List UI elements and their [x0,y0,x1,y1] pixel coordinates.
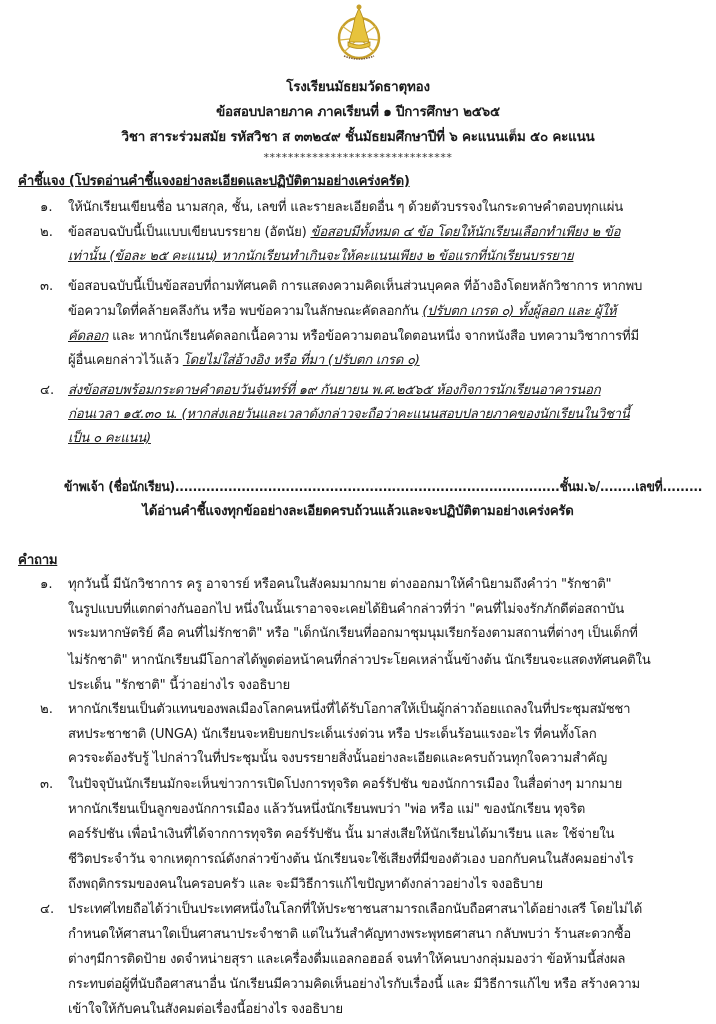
instruction-emphasis: โดยไม่ใส่อ้างอิง หรือ ที่มา (ปรับตก เกรด ๐) [182,353,420,368]
question-1-line-3: พระมหากษัตริย์ คือ คนที่ไม่รักชาติ" หรือ "เด็กนักเรียนที่ออกมาชุมนุมเรียกร้องตามสถานที่ต่างๆ เป็นเด็กที่ [68,626,638,641]
instruction-text: ข้อสอบฉบับนี้เป็นข้อสอบที่ถามทัศนคติ การแสดงความคิดเห็นส่วนบุคคล ที่อ้างอิงโดยหลักวิชาการ หากพบ [68,279,643,294]
question-3-line-2: หากนักเรียนเป็นลูกของนักการเมือง แล้ววันหนึ่งนักเรียนพบว่า "พ่อ หรือ แม่" ของนักเรียน ทุจริต [68,802,586,817]
question-3-line-1: ในปัจจุบันนักเรียนมักจะเห็นข่าวการเปิดโปงการทุจริต คอร์รัปชัน ของนักการเมือง ในสื่อต่างๆ มากมาย [68,777,623,792]
question-1-line-1: ทุกวันนี้ มีนักวิชาการ ครู อาจารย์ หรือคนในสังคมมากมาย ต่างออกมาให้คำนิยามถึงคำว่า "รักชาติ" [68,577,612,592]
instruction-number: ๔. [40,383,55,398]
instruction-emphasis: คัดลอก [68,329,109,344]
school-emblem-icon [334,2,384,64]
questions-heading: คำถาม [18,553,58,568]
question-3-line-3: คอร์รัปชัน เพื่อนำเงินที่ได้จากการทุจริต คอร์รัปชัน นั้น มาส่งเสียให้นักเรียนได้มาเรียน และ ใช้จ่ายใน [68,827,615,842]
question-number: ๑. [40,577,53,592]
instruction-text: ข้อความใดที่คล้ายคลึงกัน หรือ พบข้อความในลักษณะคัดลอกกัน [68,304,423,319]
instruction-4-line-3 [68,429,151,449]
instruction-text: ให้นักเรียนเขียนชื่อ นามสกุล, ชั้น, เลขที่ และรายละเอียดอื่น ๆ ด้วยตัวบรรจงในกระดาษคำตอบทุกแผ่น [68,200,624,215]
question-4-line-5: เข้าใจให้กับคนในสังคมต่อเรื่องนี้อย่างไร จงอธิบาย [68,1002,343,1017]
question-number: ๔. [40,902,55,917]
question-1-line-2: ในรูปแบบที่แตกต่างกันออกไป หนึ่งในนั้นเราอาจจะเคยได้ยินคำกล่าวที่ว่า "คนที่ไม่จงรักภักดีต่อสถาบัน [68,602,625,617]
instruction-3-line-2 [68,302,616,322]
question-3-line-4: ชีวิตประจำวัน จากเหตุการณ์ดังกล่าวข้างต้น นักเรียนจะใช้เสียงที่มีของตัวเอง บอกกับคนในสังคมอย่างไร [68,852,634,867]
exam-title: ข้อสอบปลายภาค ภาคเรียนที่ ๑ ปีการศึกษา ๒๕๖๕ [216,105,500,120]
question-2-line-3: ควรจะต้องรับรู้ ไปกล่าวในที่ประชุมนั้น จงบรรยายสิ่งนั้นอย่างละเอียดและครบถ้วนทุกใจความสำคัญ [68,751,607,766]
instruction-emphasis: ข้อสอบมีทั้งหมด ๔ ข้อ โดยให้นักเรียนเลือกทำเพียง ๒ ข้อ [310,225,621,240]
question-2-line-1: หากนักเรียนเป็นตัวแทนของพลเมืองโลกคนหนึ่งที่ได้รับโอกาสให้เป็นผู้กล่าวถ้อยแถลงในที่ประชุมสมัชชา [68,702,631,717]
instruction-2-line-2 [68,247,573,267]
separator: ******************************* [263,151,453,164]
instruction-emphasis: ก่อนเวลา ๑๕.๓๐ น. (หากส่งเลยวันและเวลาดังกล่าวจะถือว่าคะแนนสอบปลายภาคของนักเรียนในวิชานี้ [68,407,630,422]
instruction-3-line-4 [68,351,420,371]
instruction-3-line-3 [68,327,639,347]
agreement-line: ได้อ่านคำชี้แจงทุกข้ออย่างละเอียดครบถ้วนแล้วและจะปฏิบัติตามอย่างเคร่งครัด [142,504,574,519]
question-1-line-5: ประเด็น "รักชาติ" นี้ว่าอย่างไร จงอธิบาย [68,678,290,693]
instruction-4-line-1 [68,381,600,401]
instruction-emphasis: เป็น ๐ คะแนน) [68,431,151,446]
instruction-emphasis: เท่านั้น (ข้อละ ๒๕ คะแนน) หากนักเรียนทำเกินจะให้คะแนนเพียง ๒ ข้อแรกที่นักเรียนบรรยาย [68,249,574,264]
question-number: ๒. [40,702,53,717]
instruction-1-line-1 [68,198,623,218]
instruction-2-line-1 [68,223,620,243]
question-4-line-3: ต่างๆมีการติดป้าย งดจำหน่ายสุรา และเครื่องดื่มแอลกอฮอล์ จนทำให้คนบางกลุ่มมองว่า ข้อห้ามนี้ส่งผล [68,952,626,967]
instruction-number: ๓. [40,279,54,294]
instruction-number: ๑. [40,200,53,215]
question-number: ๓. [40,777,54,792]
instruction-text: ข้อสอบฉบับนี้เป็นแบบเขียนบรรยาย (อัตนัย) [68,225,311,240]
instruction-4-line-2 [68,405,630,425]
student-name-line[interactable]: ข้าพเจ้า (ชื่อนักเรียน).......................................................................................ชั้นม.๖/........เลขที่......... [64,480,703,495]
instruction-emphasis: ส่งข้อสอบพร้อมกระดาษคำตอบวันจันทร์ที่ ๑๙ กันยายน พ.ศ.๒๕๖๕ ห้องกิจการนักเรียนอาคารนอก [68,383,601,398]
instructions-heading: คำชี้แจง (โปรดอ่านคำชี้แจงอย่างละเอียดและปฏิบัติตามอย่างเคร่งครัด) [18,174,410,189]
question-4-line-1: ประเทศไทยถือได้ว่าเป็นประเทศหนึ่งในโลกที่ให้ประชาชนสามารถเลือกนับถือศาสนาได้อย่างเสรี โดยไม่ได้ [68,902,643,917]
school-name: โรงเรียนมัธยมวัดธาตุทอง [286,80,430,95]
instruction-number: ๒. [40,225,53,240]
question-4-line-2: กำหนดให้ศาสนาใดเป็นศาสนาประจำชาติ แต่ในวันสำคัญทางพระพุทธศาสนา กลับพบว่า ร้านสะดวกซื้อ [68,927,631,942]
question-1-line-4: ไม่รักชาติ" หากนักเรียนมีโอกาสได้พูดต่อหน้าคนที่กล่าวประโยคเหล่านั้นข้างต้น นักเรียนจะแสดงทัศนคติใน [68,653,651,668]
subject-line: วิชา สาระร่วมสมัย รหัสวิชา ส ๓๓๒๔๙ ชั้นมัธยมศึกษาปีที่ ๖ คะแนนเต็ม ๕๐ คะแนน [121,130,595,145]
question-3-line-5: ถึงพฤติกรรมของคนในครอบครัว และ จะมีวิธีการแก้ไขปัญหาดังกล่าวอย่างไร จงอธิบาย [68,877,543,892]
question-4-line-4: กระทบต่อผู้ที่นับถือศาสนาอื่น นักเรียนมีความคิดเห็นอย่างไรกับเรื่องนี้ และ มีวิธีการแก้ไข หรือ สร้างความ [68,977,640,992]
instruction-text: ผู้อื่นเคยกล่าวไว้แล้ว [68,353,183,368]
instruction-emphasis: (ปรับตก เกรด ๐) ทั้งผู้ลอก และ ผู้ให้ [422,304,617,319]
instruction-3-line-1 [68,277,642,297]
question-2-line-2: สหประชาชาติ (UNGA) นักเรียนจะหยิบยกประเด็นเร่งด่วน หรือ ประเด็นร้อนแรงอะไร ที่คนทั้งโลก [68,727,597,742]
instruction-text: และ หากนักเรียนคัดลอกเนื้อความ หรือข้อความตอนใดตอนหนึ่ง จากหนังสือ บทความวิชาการที่มี [108,329,639,344]
